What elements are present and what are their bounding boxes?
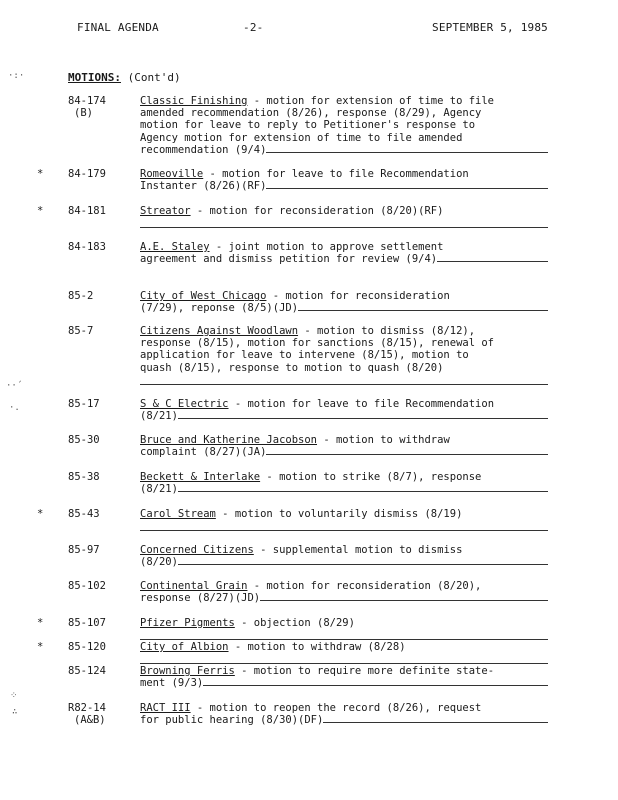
docket-number bbox=[68, 241, 136, 253]
party-name: Classic Finishing bbox=[140, 95, 248, 107]
signature-rule bbox=[323, 714, 548, 723]
motion-description bbox=[140, 580, 548, 604]
party-name: Romeoville bbox=[140, 168, 204, 180]
scan-speck: ·:· bbox=[8, 71, 25, 81]
motion-text: - motion for extension of time to file bbox=[247, 95, 495, 107]
motion-description bbox=[140, 398, 548, 422]
scan-speck: ·. bbox=[9, 403, 20, 413]
party-name: Streator bbox=[140, 205, 191, 217]
docket-subpart: (A&B) bbox=[74, 714, 106, 727]
motion-description bbox=[140, 665, 548, 689]
docket-number bbox=[68, 398, 136, 410]
docket-number bbox=[68, 471, 136, 483]
docket-number-text: 85-38 bbox=[68, 471, 100, 483]
party-name: S & C Electric bbox=[140, 398, 229, 410]
docket-number-text: R82-14 bbox=[68, 702, 106, 714]
party-name: Pfizer Pigments bbox=[140, 617, 235, 629]
party-name: Bruce and Katherine Jacobson bbox=[140, 434, 318, 446]
motion-text-final: for public hearing (8/30)(DF) bbox=[140, 714, 324, 727]
motion-text: - motion to voluntarily dismiss (8/19) bbox=[215, 508, 463, 520]
priority-asterisk: * bbox=[37, 641, 44, 653]
motion-text: - motion for reconsideration (8/20)(RF) bbox=[190, 205, 444, 217]
docket-number-text: 84-183 bbox=[68, 241, 106, 253]
motion-description bbox=[140, 325, 548, 385]
motion-text-continued: amended recommendation (8/26), response (8/29), Agency motion for leave to reply to Petitioner's response to Agency motion for extension of time to file amended bbox=[140, 107, 482, 144]
motion-description bbox=[140, 471, 548, 495]
signature-rule bbox=[298, 302, 548, 311]
signature-rule bbox=[140, 520, 548, 531]
scan-speck: ⁘ bbox=[10, 691, 18, 701]
docket-number-text: 85-97 bbox=[68, 544, 100, 556]
motion-text: - motion to withdraw bbox=[317, 434, 450, 446]
motion-text-final: (8/20) bbox=[140, 556, 178, 569]
docket-number-text: 85-120 bbox=[68, 641, 106, 653]
party-name: Browning Ferris bbox=[140, 665, 235, 677]
motion-description bbox=[140, 95, 548, 156]
signature-rule bbox=[203, 677, 548, 686]
docket-number-text: 85-107 bbox=[68, 617, 106, 629]
motion-text: - objection (8/29) bbox=[234, 617, 355, 629]
signature-rule bbox=[178, 410, 548, 419]
motion-text-continued: response (8/15), motion for sanctions (8/15), renewal of application for leave to intervene (8/15), motion to quash (8/15), response to motion to quash (8/20) bbox=[140, 337, 495, 374]
signature-rule bbox=[260, 592, 548, 601]
docket-number bbox=[68, 544, 136, 556]
signature-rule bbox=[178, 483, 548, 492]
signature-rule bbox=[140, 653, 548, 664]
agenda-title: FINAL AGENDA bbox=[77, 21, 159, 34]
docket-number bbox=[68, 617, 136, 629]
party-name: Concerned Citizens bbox=[140, 544, 254, 556]
section-heading bbox=[68, 72, 181, 84]
docket-number-text: 85-30 bbox=[68, 434, 100, 446]
docket-number-text: 85-7 bbox=[68, 325, 94, 337]
motion-description bbox=[140, 617, 548, 640]
motion-description bbox=[140, 508, 548, 531]
motion-description bbox=[140, 434, 548, 458]
scan-speck: ∴ bbox=[12, 707, 18, 717]
signature-rule bbox=[178, 556, 548, 565]
scan-speck: ··´ bbox=[6, 381, 23, 391]
docket-number-text: 85-2 bbox=[68, 290, 94, 302]
agenda-date: SEPTEMBER 5, 1985 bbox=[432, 21, 548, 34]
motion-text: - motion for leave to file Recommendation bbox=[228, 398, 495, 410]
motion-description bbox=[140, 702, 548, 726]
docket-number bbox=[68, 290, 136, 302]
docket-number-text: 85-17 bbox=[68, 398, 100, 410]
priority-asterisk: * bbox=[37, 205, 44, 217]
page-number: -2- bbox=[243, 21, 264, 34]
motion-description bbox=[140, 544, 548, 568]
motion-text: - motion to reopen the record (8/26), request bbox=[190, 702, 482, 714]
motion-text: - motion for reconsideration (8/20), bbox=[247, 580, 482, 592]
docket-number-text: 84-181 bbox=[68, 205, 106, 217]
motion-text-final: (8/21) bbox=[140, 410, 178, 423]
motion-text-final: complaint (8/27)(JA) bbox=[140, 446, 267, 459]
motion-text: - motion to dismiss (8/12), bbox=[298, 325, 476, 337]
section-title-text: MOTIONS: bbox=[68, 71, 121, 84]
signature-rule bbox=[266, 180, 548, 189]
priority-asterisk: * bbox=[37, 168, 44, 180]
signature-rule bbox=[437, 253, 548, 262]
docket-number-text: 85-102 bbox=[68, 580, 106, 592]
party-name: RACT III bbox=[140, 702, 191, 714]
docket-number bbox=[68, 168, 136, 180]
party-name: City of Albion bbox=[140, 641, 229, 653]
motion-text: - motion to require more definite state- bbox=[234, 665, 495, 677]
motion-text: - supplemental motion to dismiss bbox=[253, 544, 463, 556]
motion-description bbox=[140, 168, 548, 192]
motion-text-final: ment (9/3) bbox=[140, 677, 204, 690]
motion-text: - motion for reconsideration bbox=[266, 290, 450, 302]
docket-number-text: 85-43 bbox=[68, 508, 100, 520]
docket-number bbox=[68, 205, 136, 217]
docket-number bbox=[68, 641, 136, 653]
signature-rule bbox=[266, 144, 548, 153]
motion-text-final: recommendation (9/4) bbox=[140, 143, 267, 156]
docket-number-text: 85-124 bbox=[68, 665, 106, 677]
motion-text-final: (7/29), reponse (8/5)(JD) bbox=[140, 302, 299, 315]
signature-rule bbox=[140, 629, 548, 640]
motion-text: - motion for leave to file Recommendation bbox=[203, 168, 469, 180]
motion-text-final: response (8/27)(JD) bbox=[140, 592, 261, 605]
motion-text: - motion to withdraw (8/28) bbox=[228, 641, 406, 653]
party-name: Beckett & Interlake bbox=[140, 471, 261, 483]
motion-text-final: Instanter (8/26)(RF) bbox=[140, 180, 267, 193]
motion-description bbox=[140, 290, 548, 314]
docket-number bbox=[68, 325, 136, 337]
signature-rule bbox=[140, 217, 548, 228]
docket-number bbox=[68, 580, 136, 592]
priority-asterisk: * bbox=[37, 508, 44, 520]
docket-number-text: 84-179 bbox=[68, 168, 106, 180]
party-name: A.E. Staley bbox=[140, 241, 210, 253]
motion-description bbox=[140, 205, 548, 228]
section-title-suffix: (Cont'd) bbox=[120, 71, 181, 84]
docket-number bbox=[68, 508, 136, 520]
motion-description bbox=[140, 641, 548, 664]
motion-text: - joint motion to approve settlement bbox=[209, 241, 444, 253]
signature-rule bbox=[266, 446, 548, 455]
docket-number bbox=[68, 95, 136, 119]
docket-number-text: 84-174 bbox=[68, 95, 106, 107]
motion-text-final: (8/21) bbox=[140, 483, 178, 496]
party-name: Carol Stream bbox=[140, 508, 216, 520]
motion-text-final: agreement and dismiss petition for review (9/4) bbox=[140, 253, 438, 266]
motion-description bbox=[140, 241, 548, 265]
docket-number bbox=[68, 702, 136, 726]
docket-number bbox=[68, 434, 136, 446]
party-name: Continental Grain bbox=[140, 580, 248, 592]
docket-subpart: (B) bbox=[74, 107, 93, 120]
docket-number bbox=[68, 665, 136, 677]
party-name: City of West Chicago bbox=[140, 290, 267, 302]
priority-asterisk: * bbox=[37, 617, 44, 629]
signature-rule bbox=[140, 374, 548, 385]
motion-text: - motion to strike (8/7), response bbox=[260, 471, 482, 483]
party-name: Citizens Against Woodlawn bbox=[140, 325, 299, 337]
